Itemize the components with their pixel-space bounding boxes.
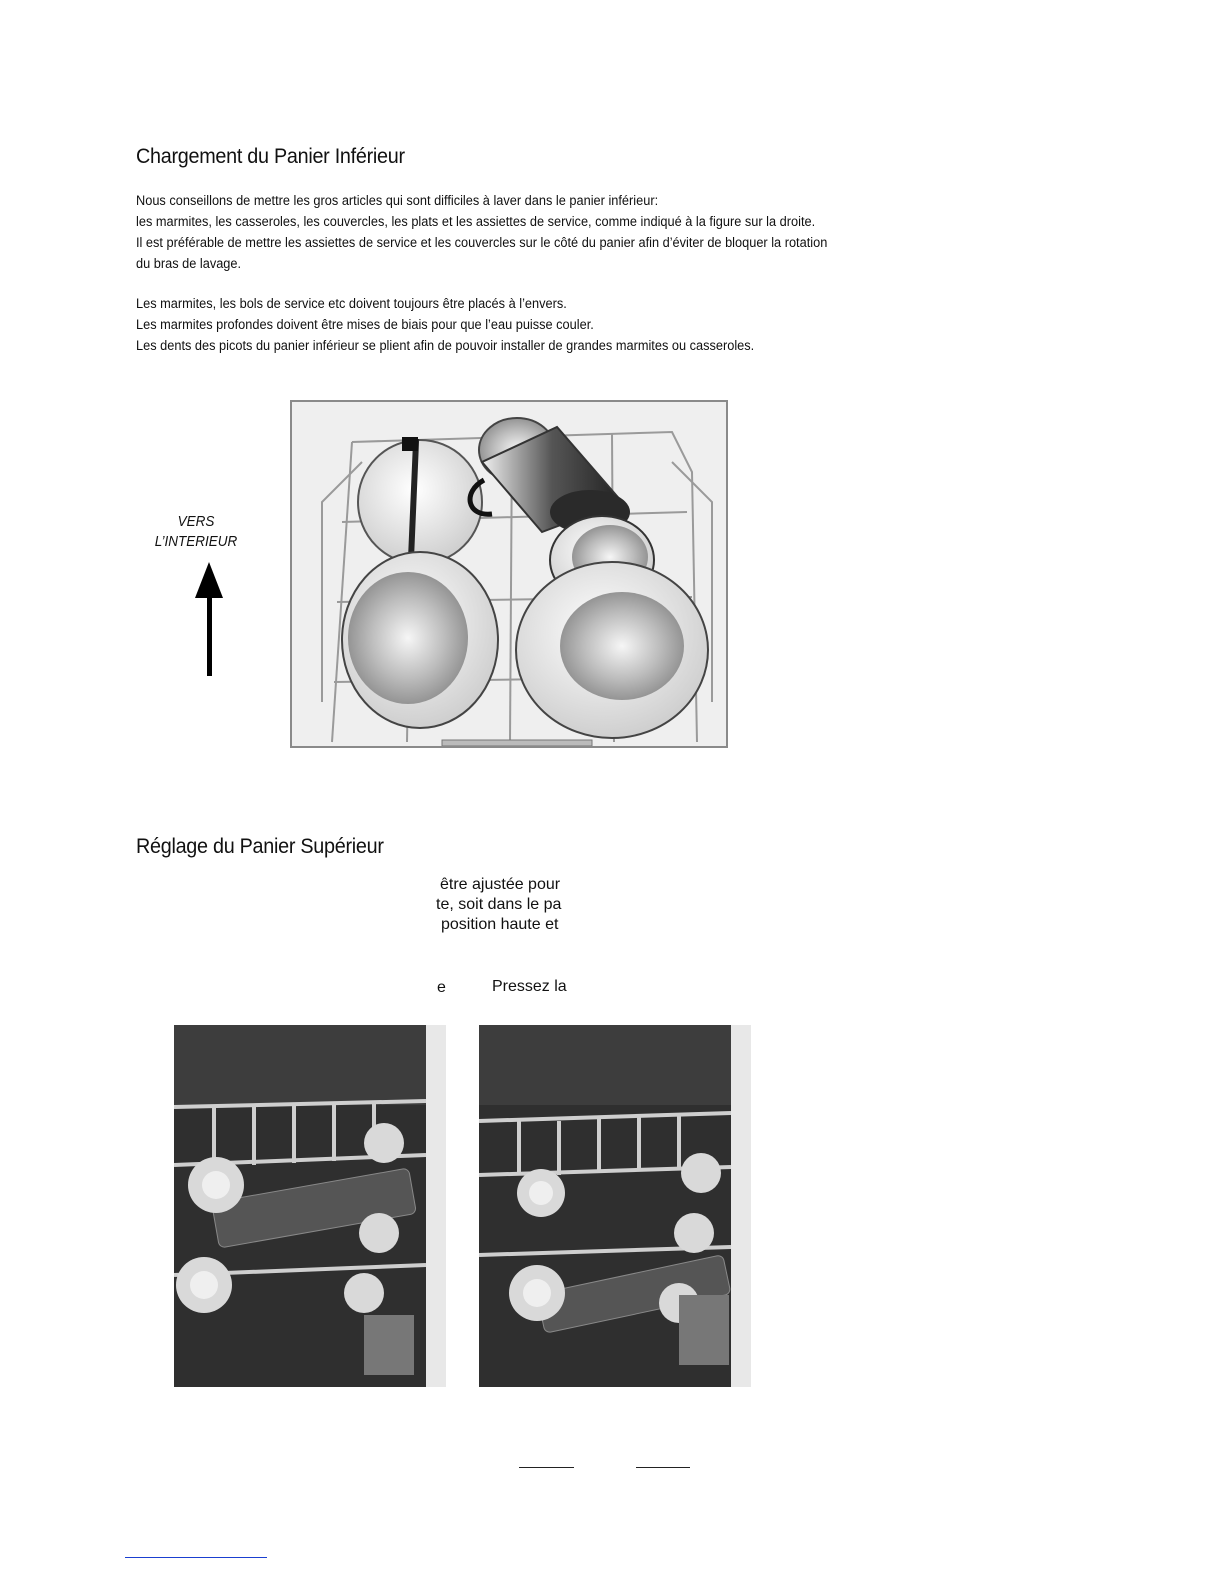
direction-label-line: VERS <box>177 513 215 530</box>
text-fragment: te, soit dans le pa <box>436 896 562 913</box>
section-title-upper-basket: Réglage du Panier Supérieur <box>136 834 384 858</box>
text-line: Les marmites, les bols de service etc doivent toujours être placés à l’envers. <box>136 296 567 312</box>
text-line: Les marmites profondes doivent être mises de biais pour que l’eau puisse couler. <box>136 317 594 333</box>
underline-mark <box>519 1466 574 1468</box>
lower-basket-illustration <box>290 400 728 748</box>
underline-mark <box>636 1466 690 1468</box>
text-line: les marmites, les casseroles, les couvercles, les plats et les assiettes de service, comme indiqué à la figure sur la droite. <box>136 214 816 230</box>
dishwasher-basket-photo-icon <box>174 1025 446 1387</box>
paragraph-lower-basket-intro <box>136 191 827 275</box>
direction-label-line: L’INTERIEUR <box>154 533 238 550</box>
text-fragment: être ajustée pour <box>440 876 561 893</box>
footnote-separator <box>125 1557 267 1558</box>
up-arrow-icon <box>190 560 230 678</box>
text-line: du bras de lavage. <box>136 256 242 272</box>
text-fragment: position haute et <box>441 916 559 933</box>
photo-upper-basket-low <box>174 1025 446 1387</box>
text-line: Les dents des picots du panier inférieur se plient afin de pouvoir installer de grandes marmites ou casseroles. <box>136 338 755 354</box>
text-line: Nous conseillons de mettre les gros articles qui sont difficiles à laver dans le panier inférieur: <box>136 193 659 209</box>
paragraph-lower-basket-tips <box>136 294 754 357</box>
direction-label <box>146 512 247 552</box>
text-fragment: e <box>437 979 446 996</box>
dishwasher-basket-photo-icon <box>479 1025 751 1387</box>
photo-upper-basket-high <box>479 1025 751 1387</box>
basket-with-pans-icon <box>292 402 726 746</box>
text-fragment: Pressez la <box>492 978 567 995</box>
section-title-lower-basket: Chargement du Panier Inférieur <box>136 144 405 168</box>
text-line: Il est préférable de mettre les assiettes de service et les couvercles sur le côté du panier afin d’éviter de bloquer la rotation <box>136 235 828 251</box>
